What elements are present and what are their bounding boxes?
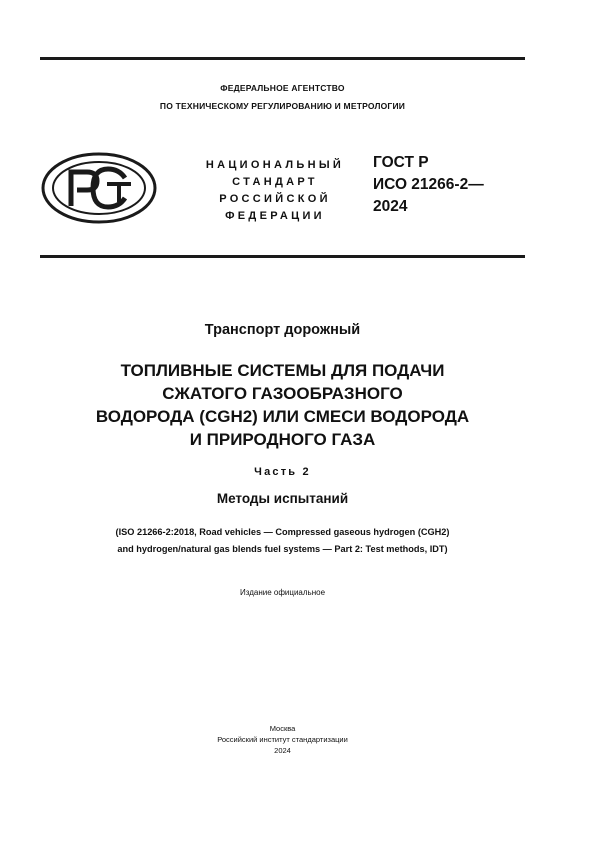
national-standard-line: ФЕДЕРАЦИИ <box>225 210 325 222</box>
bottom-rule <box>40 255 525 258</box>
rst-certification-logo-icon <box>41 152 157 224</box>
iso-reference <box>0 524 565 558</box>
designation-line: ИСО 21266-2— <box>373 176 484 193</box>
national-standard-line: СТАНДАРТ <box>232 176 318 188</box>
main-title-line: И ПРИРОДНОГО ГАЗА <box>189 430 376 449</box>
agency-name-line1: ФЕДЕРАЛЬНОЕ АГЕНТСТВО <box>220 83 345 93</box>
national-standard-line: РОССИЙСКОЙ <box>219 193 331 205</box>
national-standard-line: НАЦИОНАЛЬНЫЙ <box>205 159 345 171</box>
main-title-line: ВОДОРОДА (CGH2) ИЛИ СМЕСИ ВОДОРОДА <box>95 407 470 426</box>
imprint-year: 2024 <box>274 746 291 755</box>
main-title-line: ТОПЛИВНЫЕ СИСТЕМЫ ДЛЯ ПОДАЧИ <box>120 361 445 380</box>
part-number: Часть 2 <box>254 466 311 478</box>
top-rule <box>40 57 525 60</box>
main-title-line: СЖАТОГО ГАЗООБРАЗНОГО <box>162 384 403 403</box>
designation-line: 2024 <box>373 198 408 215</box>
imprint <box>0 723 565 756</box>
part-title: Методы испытаний <box>216 491 349 506</box>
main-title <box>0 359 565 451</box>
standard-designation <box>373 152 484 218</box>
agency-name-line2: ПО ТЕХНИЧЕСКОМУ РЕГУЛИРОВАНИЮ И МЕТРОЛОГИИ <box>159 101 406 111</box>
iso-reference-line: (ISO 21266-2:2018, Road vehicles — Compressed gaseous hydrogen (CGH2) <box>115 527 450 537</box>
imprint-publisher: Российский институт стандартизации <box>217 735 348 744</box>
field-title: Транспорт дорожный <box>204 322 361 338</box>
national-standard-block <box>192 157 358 225</box>
imprint-city: Москва <box>269 724 296 733</box>
iso-reference-line: and hydrogen/natural gas blends fuel systems — Part 2: Test methods, IDT) <box>117 544 448 554</box>
designation-line: ГОСТ Р <box>373 154 429 171</box>
edition-note: Издание официальное <box>239 588 326 597</box>
